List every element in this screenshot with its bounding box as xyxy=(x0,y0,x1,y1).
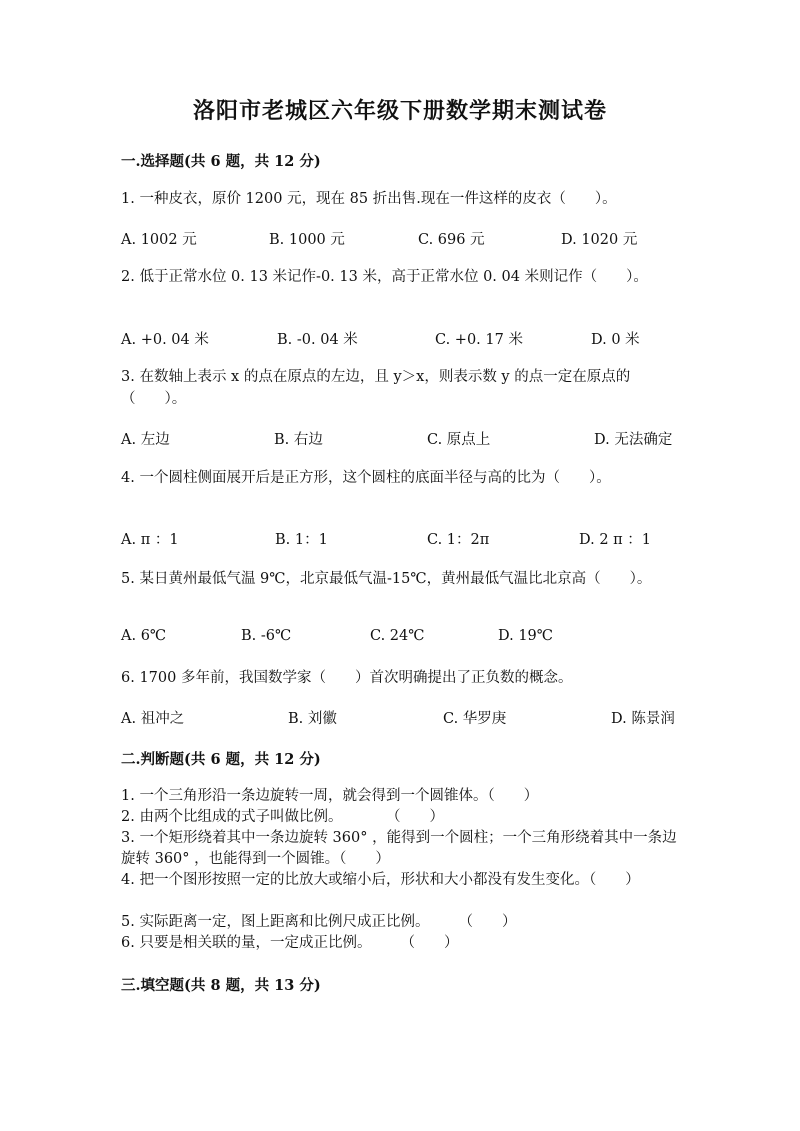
option-b: B. -0. 04 米 xyxy=(277,332,358,348)
option-b: B. 右边 xyxy=(274,432,323,448)
judge-item-2: 2. 由两个比组成的式子叫做比例。 （ ） xyxy=(121,809,444,825)
option-c: C. 696 元 xyxy=(418,232,485,248)
option-d: D. 1020 元 xyxy=(561,232,638,248)
options-2 xyxy=(121,328,681,350)
option-d: D. 无法确定 xyxy=(594,432,673,448)
option-b: B. 1000 元 xyxy=(269,232,345,248)
option-c: C. 24℃ xyxy=(370,628,425,644)
judge-item-4: 4. 把一个图形按照一定的比放大或缩小后，形状和大小都没有发生变化。（ ） xyxy=(121,872,640,888)
options-3 xyxy=(121,428,681,450)
judge-item-6: 6. 只要是相关联的量，一定成正比例。 （ ） xyxy=(121,935,459,951)
option-c: C. +0. 17 米 xyxy=(435,332,523,348)
section-heading-choice: 一.选择题(共 6 题，共 12 分) xyxy=(121,153,321,170)
question-4: 4. 一个圆柱侧面展开后是正方形，这个圆柱的底面半径与高的比为（ ）。 xyxy=(121,470,611,486)
option-a: A. 6℃ xyxy=(121,628,167,644)
option-d: D. 陈景润 xyxy=(611,711,675,727)
section-heading-judge: 二.判断题(共 6 题，共 12 分) xyxy=(121,751,321,768)
judge-item-5: 5. 实际距离一定，图上距离和比例尺成正比例。 （ ） xyxy=(121,914,517,930)
option-d: D. 19℃ xyxy=(498,628,553,644)
options-1 xyxy=(121,228,681,250)
option-a: A. +0. 04 米 xyxy=(121,332,209,348)
option-b: B. 刘徽 xyxy=(288,711,337,727)
option-b: B. 1：1 xyxy=(275,532,328,548)
question-6: 6. 1700 多年前，我国数学家（ ）首次明确提出了正负数的概念。 xyxy=(121,670,573,686)
option-b: B. -6℃ xyxy=(241,628,292,644)
option-d: D. 0 米 xyxy=(591,332,640,348)
options-6 xyxy=(121,707,681,729)
judge-item-1: 1. 一个三角形沿一条边旋转一周，就会得到一个圆锥体。（ ） xyxy=(121,788,539,804)
question-5: 5. 某日黄州最低气温 9℃，北京最低气温-15℃，黄州最低气温比北京高（ ）。 xyxy=(121,571,652,587)
page-title: 洛阳市老城区六年级下册数学期末测试卷 xyxy=(192,98,607,124)
option-a: A. 祖冲之 xyxy=(121,711,185,727)
question-3: 3. 在数轴上表示 x 的点在原点的左边，且 y＞x，则表示数 y 的点一定在原点的（ ）。 xyxy=(121,369,631,407)
option-c: C. 原点上 xyxy=(427,432,491,448)
option-c: C. 1：2π xyxy=(427,532,490,548)
option-a: A. 左边 xyxy=(121,432,170,448)
section-heading-fill: 三.填空题(共 8 题，共 13 分) xyxy=(121,977,321,994)
option-c: C. 华罗庚 xyxy=(443,711,507,727)
options-5 xyxy=(121,628,681,650)
option-d: D. 2 π ：1 xyxy=(579,532,652,548)
option-a: A. π ：1 xyxy=(121,532,179,548)
options-4 xyxy=(121,528,681,550)
judge-item-3: 3. 一个矩形绕着其中一条边旋转 360° ，能得到一个圆柱；一个三角形绕着其中一条边旋转 360° ，也能得到一个圆锥。（ ） xyxy=(121,830,677,867)
option-a: A. 1002 元 xyxy=(121,232,197,248)
question-2: 2. 低于正常水位 0. 13 米记作-0. 13 米，高于正常水位 0. 04 米则记作（ ）。 xyxy=(121,269,648,285)
question-1: 1. 一种皮衣，原价 1200 元，现在 85 折出售.现在一件这样的皮衣（ ）。 xyxy=(121,191,617,207)
